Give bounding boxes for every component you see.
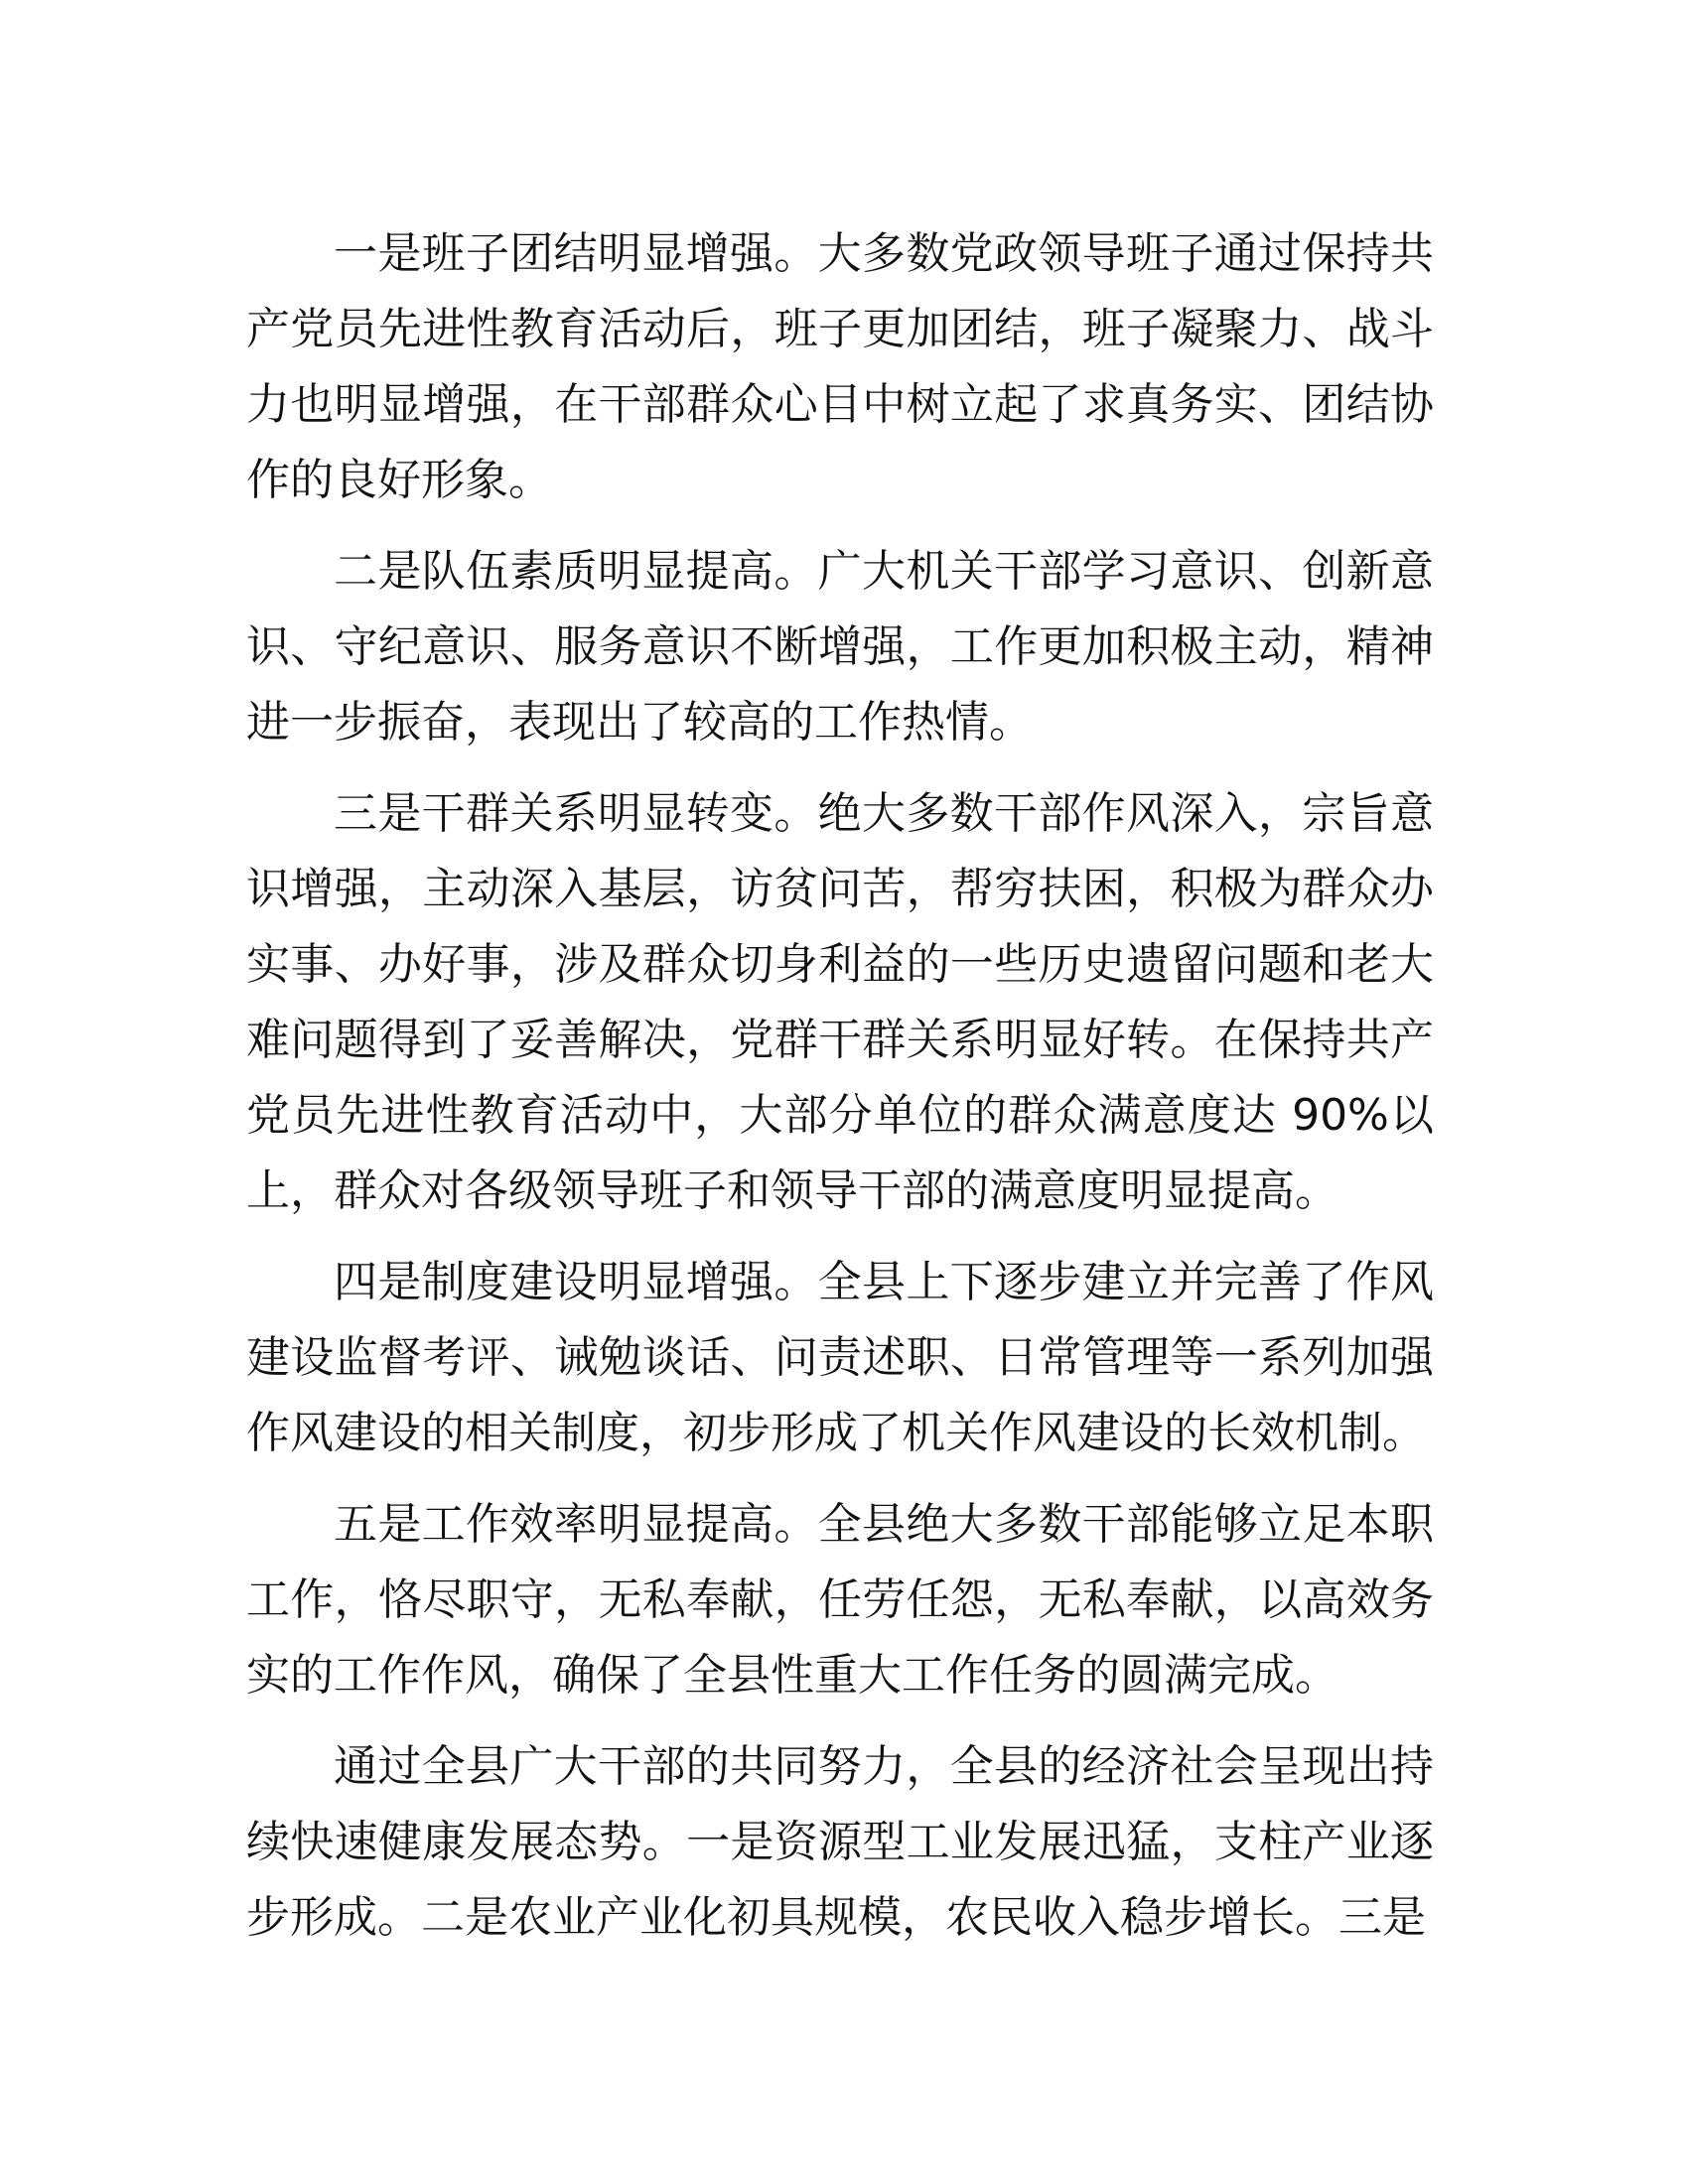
paragraph-cadre-relations: 三是干群关系明显转变。绝大多数干部作风深入，宗旨意识增强，主动深入基层，访贫问苦，帮穷扶困，积极为群众办实事、办好事，涉及群众切身利益的一些历史遗留问题和老大难问题得到了妥善解决，党群干群关系明显好转。在保持共产党员先进性教育活动中，大部分单位的群众满意度达 90%以上，群众对各级领导班子和领导干部的满意度明显提高。 [246, 788, 1434, 1216]
document-body [246, 216, 1434, 1972]
paragraph-staff-quality: 二是队伍素质明显提高。广大机关干部学习意识、创新意识、守纪意识、服务意识不断增强，工作更加积极主动，精神进一步振奋，表现出了较高的工作热情。 [246, 546, 1434, 748]
paragraph-economic-development: 通过全县广大干部的共同努力，全县的经济社会呈现出持续快速健康发展态势。一是资源型工业发展迅猛，支柱产业逐步形成。二是农业产业化初具规模，农民收入稳步增长。三是 [246, 1741, 1434, 1943]
paragraph-team-unity: 一是班子团结明显增强。大多数党政领导班子通过保持共产党员先进性教育活动后，班子更加团结，班子凝聚力、战斗力也明显增强，在干部群众心目中树立起了求真务实、团结协作的良好形象。 [246, 228, 1434, 505]
paragraph-institution-building: 四是制度建设明显增强。全县上下逐步建立并完善了作风建设监督考评、诫勉谈话、问责述职、日常管理等一系列加强作风建设的相关制度，初步形成了机关作风建设的长效机制。 [246, 1257, 1434, 1458]
paragraph-work-efficiency: 五是工作效率明显提高。全县绝大多数干部能够立足本职工作，恪尽职守，无私奉献，任劳任怨，无私奉献，以高效务实的工作作风，确保了全县性重大工作任务的圆满完成。 [246, 1499, 1434, 1701]
